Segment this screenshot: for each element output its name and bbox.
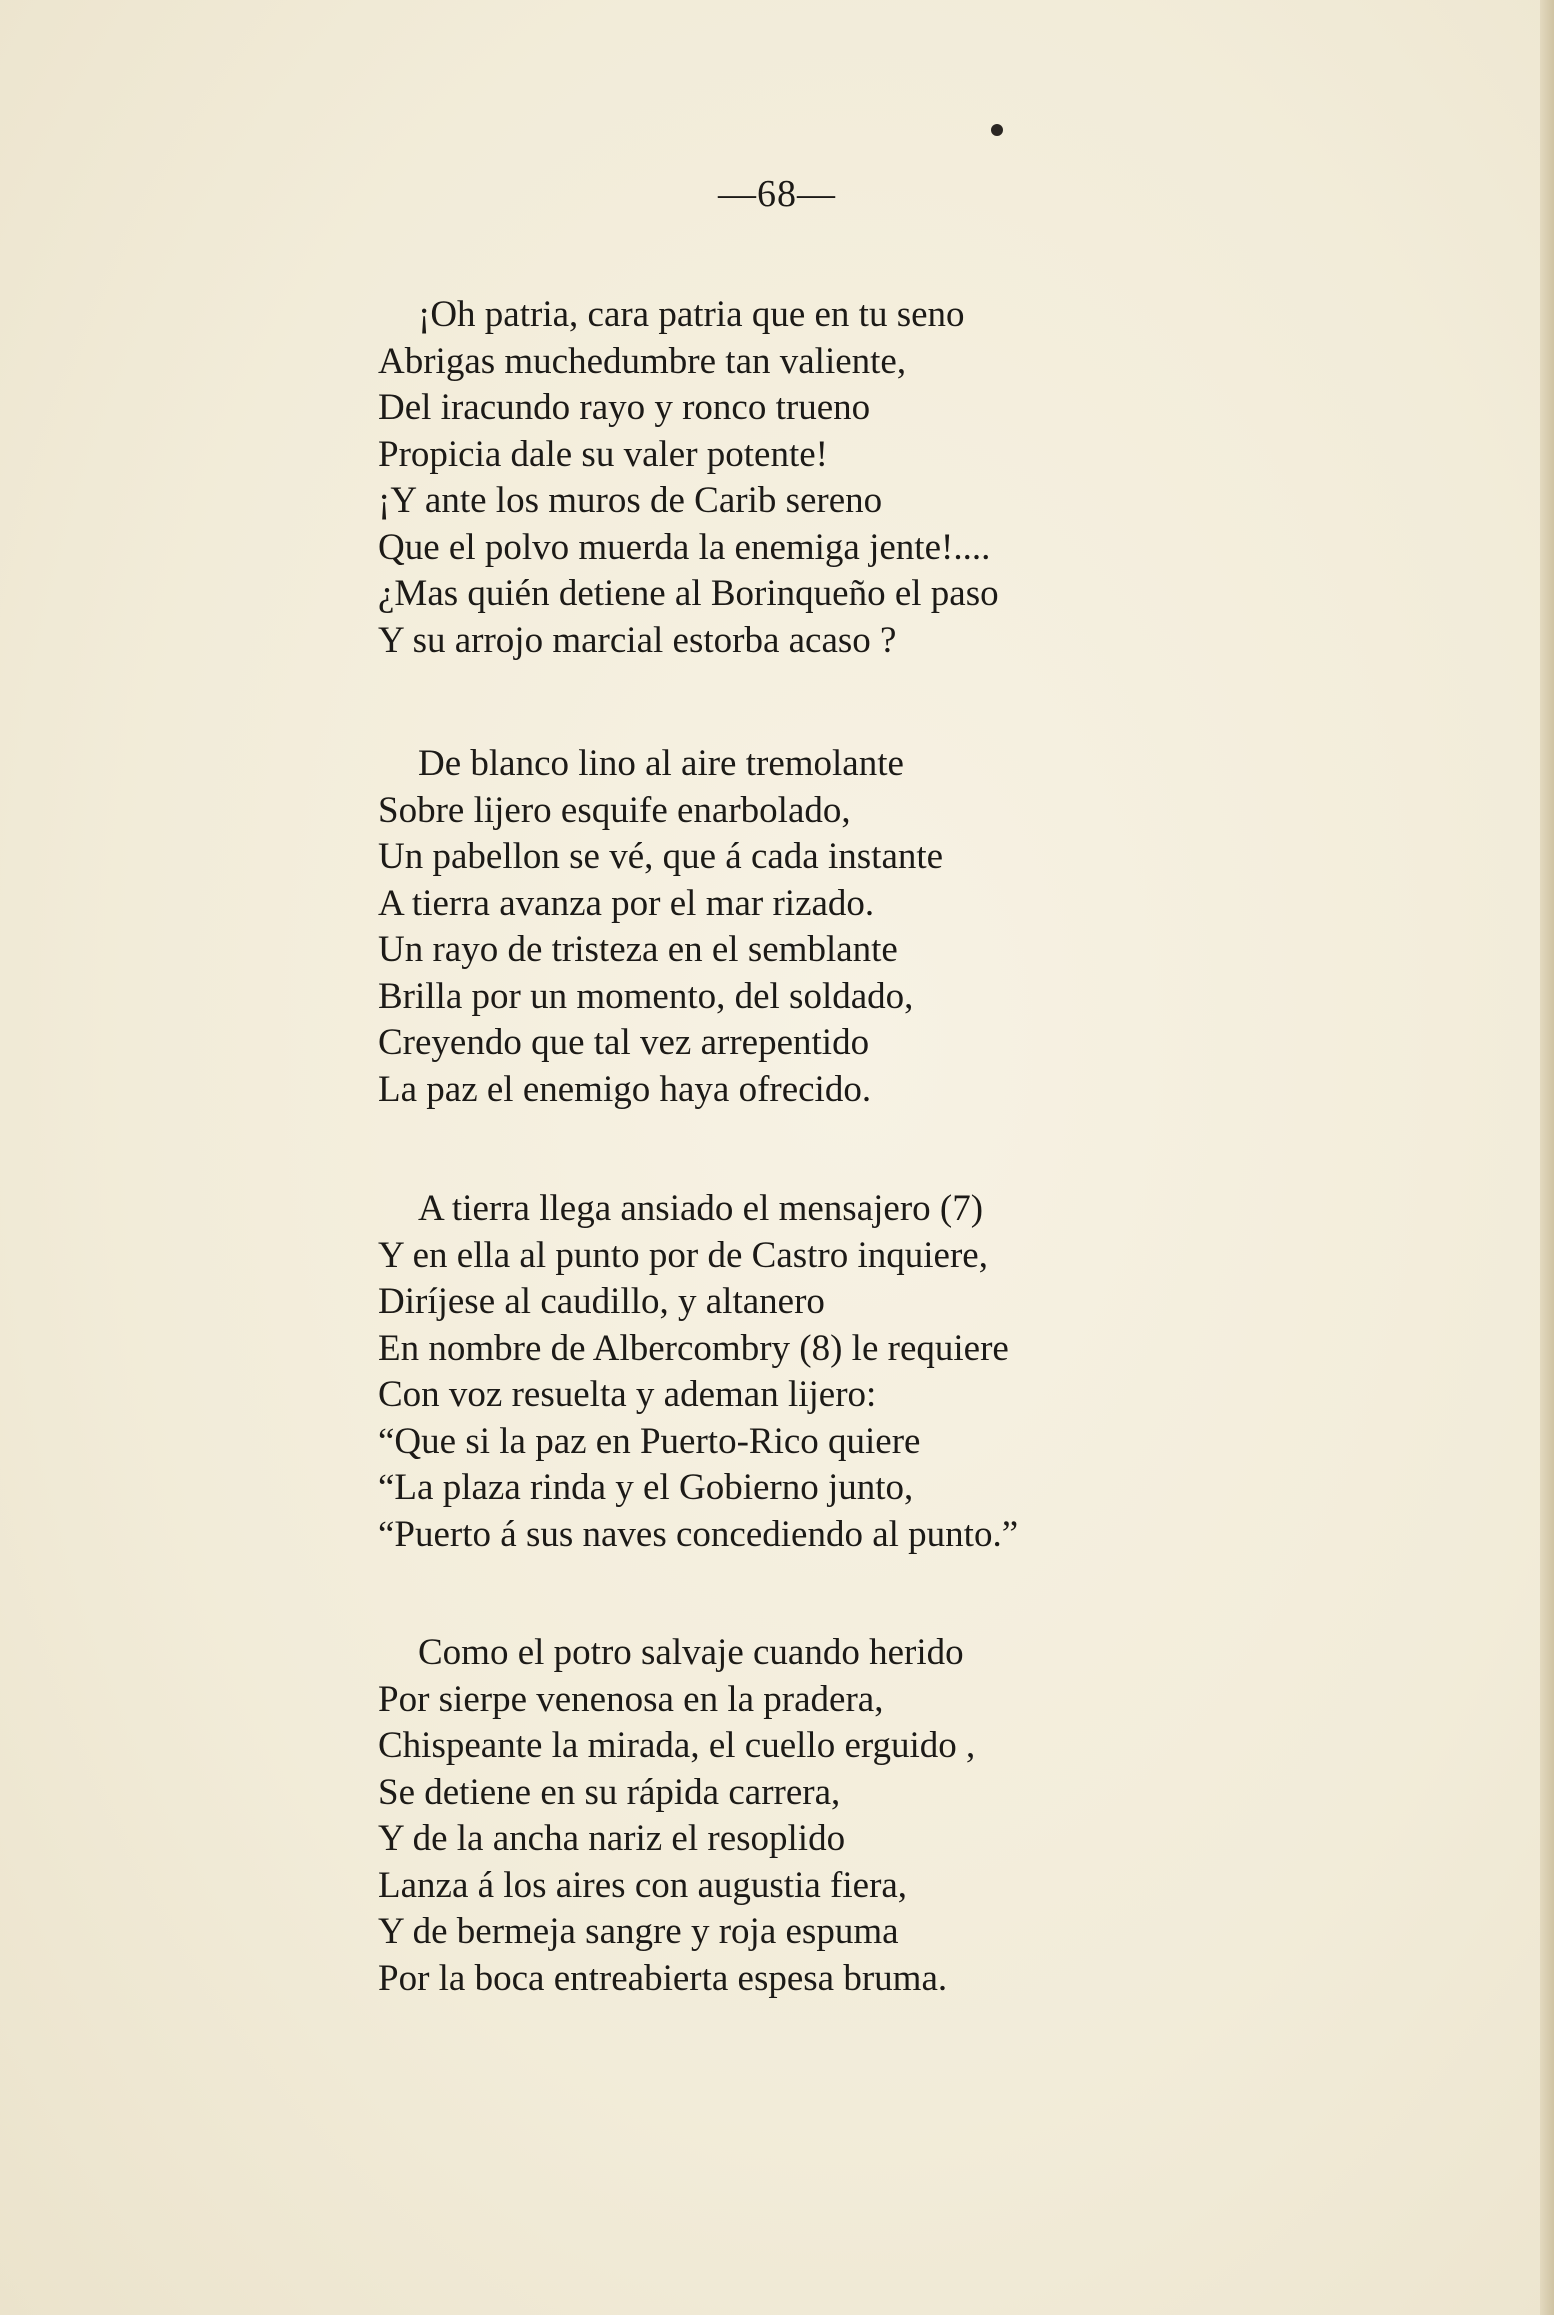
verse-line: Y de la ancha nariz el resoplido [378,1818,846,1859]
verse-line: Abrigas muchedumbre tan valiente, [378,340,907,382]
verse-line: Creyendo que tal vez arrepentido [378,1022,870,1063]
verse-line: ¡Y ante los muros de Carib sereno [378,480,883,521]
verse-line: La paz el enemigo haya ofrecido. [378,1068,872,1110]
verse-line: Lanza á los aires con augustia fiera, [378,1864,908,1906]
verse-line: “La plaza rinda y el Gobierno junto, [378,1467,914,1508]
page-edge [1540,0,1554,2315]
verse-line: Y de bermeja sangre y roja espuma [378,1911,899,1952]
stanza-4 [378,1630,1378,2002]
verse-line: Y su arrojo marcial estorba acaso ? [378,619,897,661]
verse-line: Un pabellon se vé, que á cada instante [378,836,944,877]
verse-line: Que el polvo muerda la enemiga jente!.... [378,526,991,568]
verse-line: De blanco lino al aire tremolante [418,743,904,784]
verse-line: Se detiene en su rápida carrera, [378,1771,841,1813]
verse-line: Y en ella al punto por de Castro inquiere, [378,1234,988,1276]
verse-line: Diríjese al caudillo, y altanero [378,1281,825,1322]
verse-line: “Que si la paz en Puerto-Rico quiere [378,1420,921,1462]
ink-dot [991,124,1003,136]
verse-line: A tierra avanza por el mar rizado. [378,882,875,924]
page-number: —68— [718,173,836,215]
stanza-1 [378,292,1378,664]
verse-line: “Puerto á sus naves concediendo al punto.” [378,1513,1019,1555]
stanza-3 [378,1186,1378,1558]
verse-line: Sobre lijero esquife enarbolado, [378,789,851,831]
verse-line: A tierra llega ansiado el mensajero (7) [418,1188,984,1229]
verse-line: Como el potro salvaje cuando herido [418,1632,964,1673]
verse-line: Propicia dale su valer potente! [378,433,828,475]
verse-line: Por la boca entreabierta espesa bruma. [378,1957,948,1999]
verse-line: Con voz resuelta y ademan lijero: [378,1374,877,1415]
verse-line: ¡Oh patria, cara patria que en tu seno [418,294,965,335]
verse-line: Chispeante la mirada, el cuello erguido , [378,1725,976,1766]
verse-line: Por sierpe venenosa en la pradera, [378,1678,884,1720]
stanza-2 [378,741,1378,1113]
verse-line: En nombre de Albercombry (8) le requiere [378,1327,1009,1369]
verse-line: Del iracundo rayo y ronco trueno [378,387,871,428]
verse-line: Un rayo de tristeza en el semblante [378,929,898,970]
verse-line: Brilla por un momento, del soldado, [378,975,914,1017]
verse-line: ¿Mas quién detiene al Borinqueño el paso [378,573,999,614]
